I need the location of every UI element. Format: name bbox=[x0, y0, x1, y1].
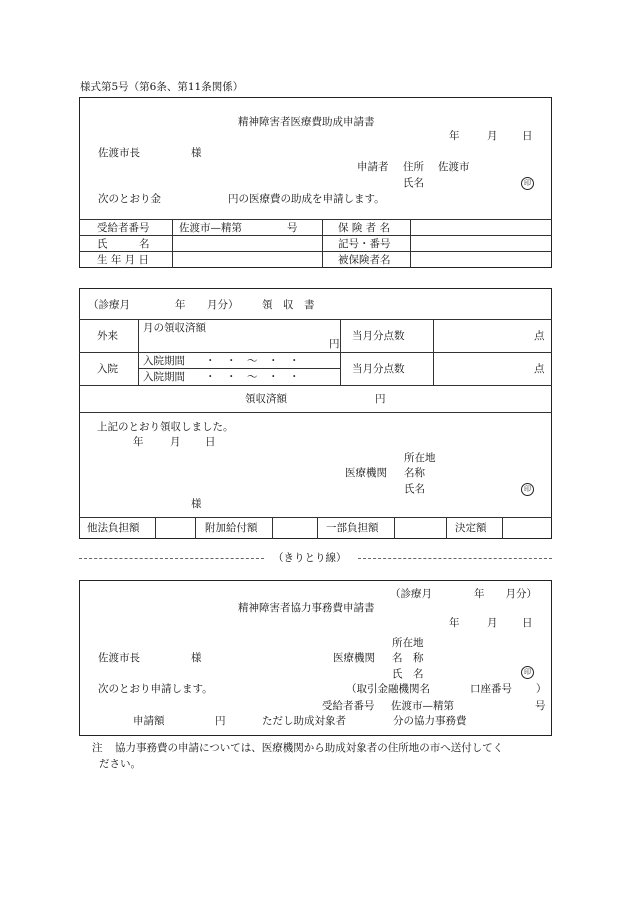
coop-proviso-suffix: 分の協力事務費 bbox=[393, 715, 467, 727]
applicant-label: 申請者 bbox=[357, 161, 389, 173]
period-label-1: 入院期間 bbox=[143, 355, 185, 367]
cut-line-label: （きりとり線） bbox=[273, 552, 347, 564]
received-total-label: 領収済額 bbox=[245, 393, 287, 405]
coop-inst-person-label: 氏 名 bbox=[392, 668, 424, 680]
address-value: 佐渡市 bbox=[438, 161, 470, 173]
body-prefix: 次のとおり金 bbox=[98, 193, 161, 205]
coop-date-day: 日 bbox=[522, 617, 533, 629]
footer-partial: 一部負担額 bbox=[326, 522, 379, 534]
receipt-institution-label: 医療機関 bbox=[345, 467, 387, 479]
receipt-header-year: 年 bbox=[175, 299, 186, 311]
note-line-1: 協力事務費の申請については、医療機関から助成対象者の住所地の市へ送付してく bbox=[115, 742, 504, 754]
application-title: 精神障害者医療費助成申請書 bbox=[238, 116, 375, 128]
coop-date-month: 月 bbox=[487, 617, 498, 629]
footer-other-law: 他法負担額 bbox=[87, 522, 140, 534]
app-date-year: 年 bbox=[449, 130, 460, 142]
symbol-number-label: 記号・番号 bbox=[338, 238, 391, 250]
cut-line-right bbox=[358, 558, 552, 559]
receipt-date-month: 月 bbox=[170, 436, 181, 448]
recipient-number-suffix: 号 bbox=[287, 222, 298, 234]
app-date-month: 月 bbox=[487, 130, 498, 142]
seal-icon: 印 bbox=[521, 177, 534, 190]
note-label: 注 bbox=[92, 742, 103, 754]
coop-amount-label: 申請額 bbox=[133, 715, 165, 727]
coop-proviso: ただし助成対象者 bbox=[262, 715, 346, 727]
coop-title: 精神障害者協力事務費申請書 bbox=[238, 602, 375, 614]
birthdate-label: 生 年 月 日 bbox=[97, 254, 150, 266]
receipt-header-open: （診療月 bbox=[88, 299, 130, 311]
name-row-label: 氏 名 bbox=[97, 238, 150, 250]
outpatient-yen: 円 bbox=[329, 338, 340, 350]
receipt-inst-name-label: 名称 bbox=[404, 467, 425, 479]
received-total-yen: 円 bbox=[375, 393, 386, 405]
period-dots-2: ・ ・ 〜 ・ ・ bbox=[205, 371, 300, 383]
coop-addressee: 佐渡市長 bbox=[98, 652, 140, 664]
inpatient-label: 入院 bbox=[97, 363, 118, 375]
coop-body: 次のとおり申請します。 bbox=[98, 683, 213, 695]
inpatient-points-unit: 点 bbox=[534, 363, 545, 375]
receipt-header-month: 月分） bbox=[207, 299, 239, 311]
footer-decided: 決定額 bbox=[455, 522, 487, 534]
outpatient-desc: 月の領収済額 bbox=[143, 322, 206, 334]
receipt-title: 領 収 書 bbox=[262, 299, 315, 311]
period-dots-1: ・ ・ 〜 ・ ・ bbox=[205, 355, 300, 367]
received-statement: 上記のとおり領収しました。 bbox=[97, 421, 234, 433]
coop-account-label: 口座番号 bbox=[470, 683, 512, 695]
coop-recipient-suffix: 号 bbox=[535, 700, 546, 712]
coop-recipient-label: 受給者番号 bbox=[322, 700, 375, 712]
app-addressee: 佐渡市長 bbox=[98, 147, 140, 159]
recipient-number-prefix: 佐渡市—精第 bbox=[179, 222, 242, 234]
applicant-name-label: 氏名 bbox=[403, 177, 424, 189]
coop-bank-close: ） bbox=[536, 683, 547, 695]
coop-date-year: 年 bbox=[449, 617, 460, 629]
receipt-date-year: 年 bbox=[133, 436, 144, 448]
outpatient-points-label: 当月分点数 bbox=[352, 330, 405, 342]
receipt-location-label: 所在地 bbox=[404, 452, 436, 464]
receipt-inst-person-label: 氏名 bbox=[404, 483, 425, 495]
app-date-day: 日 bbox=[522, 130, 533, 142]
coop-header: （診療月 年 月分） bbox=[390, 588, 537, 600]
period-label-2: 入院期間 bbox=[143, 371, 185, 383]
body-suffix: 円の医療費の助成を申請します。 bbox=[228, 193, 385, 205]
seal-icon: 印 bbox=[521, 483, 534, 496]
form-id: 様式第5号（第6条、第11条関係） bbox=[80, 81, 244, 93]
outpatient-label: 外来 bbox=[97, 330, 118, 342]
seal-icon: 印 bbox=[521, 666, 534, 679]
coop-bank-label: （取引金融機関名 bbox=[346, 683, 430, 695]
coop-inst-name-label: 名 称 bbox=[392, 652, 424, 664]
footer-additional: 附加給付額 bbox=[205, 522, 258, 534]
recipient-number-label: 受給者番号 bbox=[97, 222, 150, 234]
coop-location-label: 所在地 bbox=[392, 637, 424, 649]
outpatient-points-unit: 点 bbox=[534, 330, 545, 342]
coop-sama: 様 bbox=[191, 652, 202, 664]
cut-line-left bbox=[79, 558, 264, 559]
address-label: 住所 bbox=[403, 161, 424, 173]
insurer-name-label: 保 険 者 名 bbox=[338, 222, 391, 234]
insured-name-label: 被保険者名 bbox=[338, 254, 391, 266]
coop-institution-label: 医療機関 bbox=[333, 652, 375, 664]
app-sama: 様 bbox=[191, 147, 202, 159]
note-line-2: ださい。 bbox=[99, 758, 141, 770]
inpatient-points-label: 当月分点数 bbox=[352, 363, 405, 375]
coop-recipient-prefix: 佐渡市—精第 bbox=[391, 700, 454, 712]
receipt-date-day: 日 bbox=[205, 436, 216, 448]
receipt-sama: 様 bbox=[191, 498, 202, 510]
coop-amount-yen: 円 bbox=[215, 715, 226, 727]
